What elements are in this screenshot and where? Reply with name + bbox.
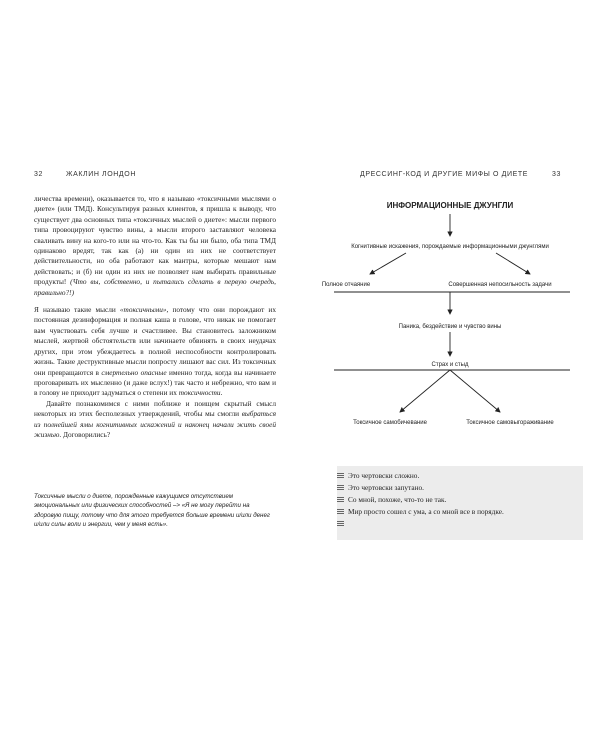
diagram-middle: Паника, бездействие и чувство вины: [398, 324, 502, 330]
quote-lines-icon: [337, 509, 344, 514]
running-header-title: ДРЕССИНГ-КОД И ДРУГИЕ МИФЫ О ДИЕТЕ: [360, 171, 528, 178]
quotes-box: Это чертовски сложно. Это чертовски запутано. Со мной, похоже, что-то не так. Мир просто сошел с ума, а со мной все в порядке.: [337, 466, 583, 540]
toxic-thought-note: Токсичные мысли о диете, порожденные кажущимся отсутствием эмоциональных или физических способностей –> «Я не могу перейти на здоровую пищу, потому что для этого требуется больше времени и/или денег и/или силы воли и энергии, чем у меня есть».: [34, 493, 270, 529]
diagram-lower: Страх и стыд: [431, 362, 469, 368]
diagram-right-branch: Совершенная непосильность задачи: [448, 282, 552, 288]
page-number-left: 32: [34, 171, 43, 178]
page-number-right: 33: [552, 171, 561, 178]
diagram-left-branch: Полное отчаяние: [321, 282, 371, 288]
body-text-left: [34, 194, 276, 440]
arrow-to-left-branch: [370, 253, 406, 274]
quote-lines-icon: [337, 497, 344, 502]
diagram-bottom-right: Токсичное самовыгораживание: [466, 420, 554, 426]
information-jungle-diagram: [300, 190, 600, 450]
paragraph-2: Я называю такие мысли «токсичными», потому что они порождают их постоянная дезинформация и полная каша в голове, что никак не помогает вам чувствовать себя лучше и счастливее. Вы становитесь заложником мыслей, жертвой обстоятельств или начинаете обвинять в своих неудачах других, при этом убеждаетесь в полной неспособности контролировать жизнь. Такие деструктивные мысли попросту лишают вас сил. Из токсичных они превращаются в смертельно опасные именно тогда, когда вы начинаете проговаривать их мысленно (и даже вслух!) так часто и небрежно, что вам и в голову не приходит задуматься о степени их токсичности.: [34, 305, 276, 398]
diagram-bottom-left: Токсичное самобичевание: [353, 420, 427, 426]
running-header-author: ЖАКЛИН ЛОНДОН: [66, 171, 136, 178]
arrow-to-bottom-left: [400, 370, 450, 412]
quote-lines-icon: [337, 521, 344, 526]
right-page: [300, 0, 600, 750]
arrow-to-right-branch: [496, 253, 530, 274]
arrow-to-bottom-right: [450, 370, 500, 412]
paragraph-1: личества времени), оказывается то, что я называю «токсичными мыслями о диете» (или ТМД). Консультируя разных клиентов, я пришла к выводу, что существует два основных типа «токсичных мыслей о диете»: мысли первого типа провоцируют чувство вины, а мысли второго заставляют человека сваливать вину на кого-то или на что-то. Как ты бы ни было, оба типа ТМД одинаково вредят, так как (а) ни один из них не соответствует действительности, но оба работают как мантры, которые мешают нам действовать; и (б) ни один из них не позволяет нам выбирать правильные продукты! (Что вы, собственно, и пытались сделать в первую очередь, правильно?!): [34, 194, 276, 297]
quote-lines-icon: [337, 473, 344, 478]
diagram-top-label: Когнитивные искажения, порождаемые информационными джунглями: [351, 244, 549, 250]
paragraph-3: Давайте познакомимся с ними поближе и поищем скрытый смысл некоторых из этих бесполезных утверждений, чтобы мы смогли выбраться из полнейшей ямы когнитивных искажений и наконец начали жить своей жизнью. Договорились?: [34, 398, 276, 439]
quote-lines-icon: [337, 485, 344, 490]
diagram-title: ИНФОРМАЦИОННЫЕ ДЖУНГЛИ: [386, 201, 514, 210]
